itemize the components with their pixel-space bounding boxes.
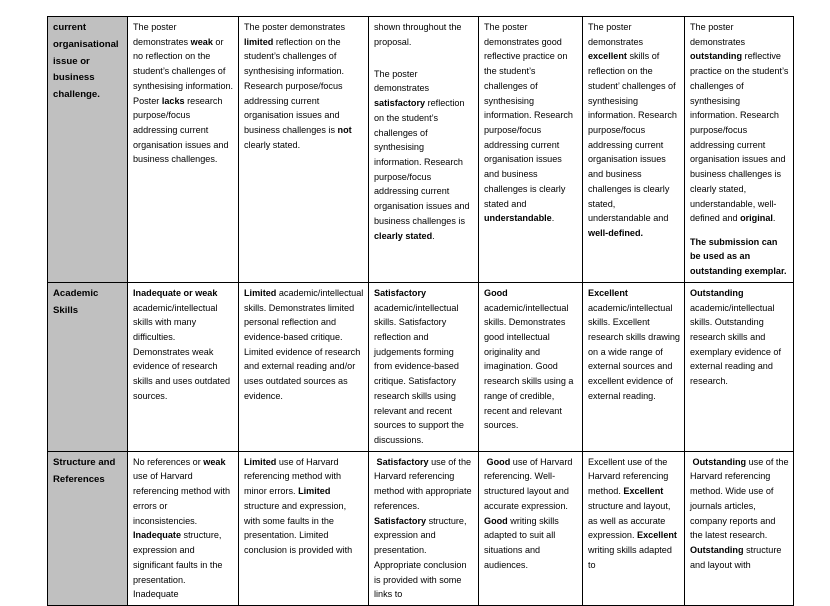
rubric-cell-limited	[239, 282, 369, 451]
rubric-cell-limited	[239, 451, 369, 605]
rubric-cell-satisfactory	[369, 451, 479, 605]
rubric-cell-satisfactory	[369, 17, 479, 283]
cell-paragraph: Excellent use of the Harvard referencing method. Excellent structure and layout, as well as accurate expression. Excellent writing skills adapted to	[588, 456, 680, 570]
criterion-label-cell: Academic Skills	[48, 282, 128, 451]
cell-paragraph: The poster demonstrates limited reflection on the student’s challenges of synthesising information. Research purpose/focus addressing current organisation issues and business challenges is not clearly stated.	[244, 22, 355, 150]
rubric-cell-fail	[128, 282, 239, 451]
cell-paragraph: The poster demonstrates satisfactory reflection on the student’s challenges of synthesising information. Research purpose/focus addressing current organisation issues and business challenges is clearly stated.	[374, 68, 473, 241]
rubric-cell-excellent	[583, 451, 685, 605]
table-row	[48, 282, 794, 451]
cell-paragraph: The submission can be used as an outstanding exemplar.	[690, 236, 787, 277]
cell-paragraph: Outstanding academic/intellectual skills. Outstanding research skills and exemplary evidence of external reading and research.	[690, 287, 784, 387]
cell-paragraph: Good use of Harvard referencing. Well-structured layout and accurate expression. Good writing skills adapted to suit all situations and audiences.	[484, 456, 575, 570]
table-row	[48, 17, 794, 283]
rubric-table	[47, 16, 794, 606]
rubric-cell-outstanding	[685, 282, 794, 451]
cell-paragraph: The poster demonstrates outstanding reflective practice on the student’s challenges of synthesising information. Research purpose/focus addressing current organisation issues and business challenges is clearly stated, understandable, well-defined and original.	[690, 22, 791, 224]
rubric-cell-outstanding	[685, 451, 794, 605]
criterion-label-cell: current organisational issue or business challenge.	[48, 17, 128, 283]
rubric-cell-limited	[239, 17, 369, 283]
cell-paragraph: Limited academic/intellectual skills. Demonstrates limited personal reflection and evidence-based critique. Limited evidence of research and external reading and/or uses outdated sources as evidence.	[244, 287, 366, 401]
cell-paragraph: Satisfactory academic/intellectual skills. Satisfactory reflection and judgements forming from evidence-based critique. Satisfactory research skills using relevant and recent sources to support the discussions.	[374, 287, 467, 446]
rubric-table-body	[48, 17, 794, 606]
cell-paragraph: Satisfactory use of the Harvard referencing method with appropriate references. Satisfactory structure, expression and presentation. Appropriate conclusion is provided with some links to	[374, 456, 475, 600]
cell-paragraph: Outstanding use of the Harvard referencing method. Wide use of journals articles, company reports and the latest research. Outstanding structure and layout with	[690, 456, 792, 570]
table-row	[48, 451, 794, 605]
rubric-cell-good	[479, 451, 583, 605]
cell-paragraph: The poster demonstrates weak or no reflection on the student’s challenges of synthesising information. Poster lacks research purpose/focus addressing current organisation issues and business challenges.	[133, 22, 236, 165]
cell-paragraph: The poster demonstrates good reflective practice on the student’s challenges of synthesising information. Research purpose/focus addressing current organisation issues and business challenges is clearly stated and understandable.	[484, 22, 576, 224]
rubric-cell-fail	[128, 451, 239, 605]
rubric-cell-satisfactory	[369, 282, 479, 451]
rubric-cell-good	[479, 282, 583, 451]
rubric-cell-excellent	[583, 17, 685, 283]
cell-paragraph: shown throughout the proposal.	[374, 22, 464, 47]
criterion-label-cell: Structure and References	[48, 451, 128, 605]
cell-paragraph: No references or weak use of Harvard referencing method with errors or inconsistencies. Inadequate structure, expression and significant faults in the presentation. Inadequate	[133, 456, 233, 600]
rubric-cell-outstanding	[685, 17, 794, 283]
cell-paragraph: Inadequate or weak academic/intellectual skills with many difficulties. Demonstrates weak evidence of research skills and uses outdated sources.	[133, 287, 233, 401]
cell-paragraph: The poster demonstrates excellent skills of reflection on the student’ challenges of synthesising information. Research purpose/focus addressing current organisation issues and business challenges is clearly stated, understandable and well-defined.	[588, 22, 680, 239]
cell-paragraph: Good academic/intellectual skills. Demonstrates good intellectual originality and imagination. Good research skills using a range of credible, recent and relevant sources.	[484, 287, 576, 431]
rubric-cell-good	[479, 17, 583, 283]
cell-paragraph: Limited use of Harvard referencing method with minor errors. Limited structure and expression, with some faults in the presentation. Limited conclusion is provided with	[244, 456, 353, 556]
cell-paragraph: Excellent academic/intellectual skills. Excellent research skills drawing on a wide range of external sources and excellent evidence of external reading.	[588, 287, 683, 401]
rubric-cell-fail	[128, 17, 239, 283]
rubric-cell-excellent	[583, 282, 685, 451]
